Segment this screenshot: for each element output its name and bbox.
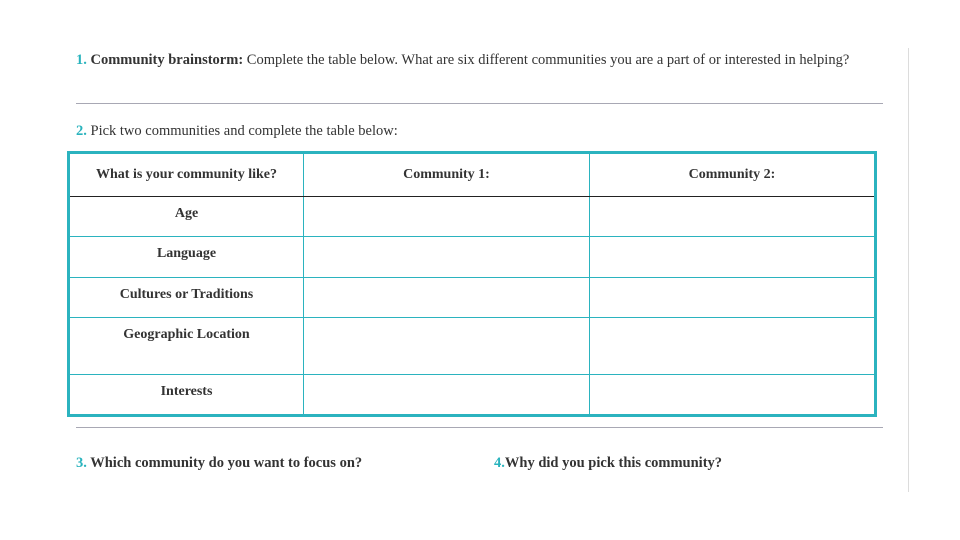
- header-community-2: Community 2:: [590, 153, 876, 197]
- row-label-cultures: Cultures or Traditions: [69, 278, 304, 318]
- cell-interests-community-2[interactable]: [590, 375, 876, 416]
- table-row: [69, 278, 876, 318]
- divider-top: [76, 103, 883, 104]
- question-1: [76, 50, 876, 71]
- header-community-like: What is your community like?: [69, 153, 304, 197]
- question-3-number: 3.: [76, 455, 87, 471]
- question-3: [76, 453, 362, 473]
- question-1-title: Community brainstorm:: [90, 52, 244, 68]
- question-3-text: Which community do you want to focus on?: [86, 455, 363, 471]
- question-2-number: 2.: [76, 123, 87, 139]
- divider-bottom: [76, 427, 883, 428]
- question-2: [76, 121, 398, 141]
- question-1-number: 1.: [76, 52, 87, 68]
- cell-cultures-community-1[interactable]: [304, 278, 590, 318]
- table-header-row: [69, 153, 876, 197]
- cell-age-community-2[interactable]: [590, 197, 876, 237]
- row-label-location: Geographic Location: [69, 318, 304, 375]
- question-4-text: Why did you pick this community?: [504, 455, 723, 471]
- row-label-interests: Interests: [69, 375, 304, 416]
- cell-location-community-2[interactable]: [590, 318, 876, 375]
- table-row: [69, 197, 876, 237]
- table-row: [69, 237, 876, 278]
- header-community-1: Community 1:: [304, 153, 590, 197]
- question-2-text: Pick two communities and complete the table below:: [86, 123, 398, 139]
- cell-interests-community-1[interactable]: [304, 375, 590, 416]
- cell-language-community-2[interactable]: [590, 237, 876, 278]
- community-table: [67, 151, 877, 417]
- question-1-text: Complete the table below. What are six different communities you are a part of or interested in helping?: [243, 52, 850, 68]
- cell-language-community-1[interactable]: [304, 237, 590, 278]
- row-label-age: Age: [69, 197, 304, 237]
- table-row: [69, 375, 876, 416]
- question-4: [494, 453, 722, 473]
- cell-location-community-1[interactable]: [304, 318, 590, 375]
- table-row: [69, 318, 876, 375]
- cell-age-community-1[interactable]: [304, 197, 590, 237]
- question-4-number: 4.: [494, 455, 505, 471]
- page-edge-rule: [908, 48, 909, 492]
- row-label-language: Language: [69, 237, 304, 278]
- cell-cultures-community-2[interactable]: [590, 278, 876, 318]
